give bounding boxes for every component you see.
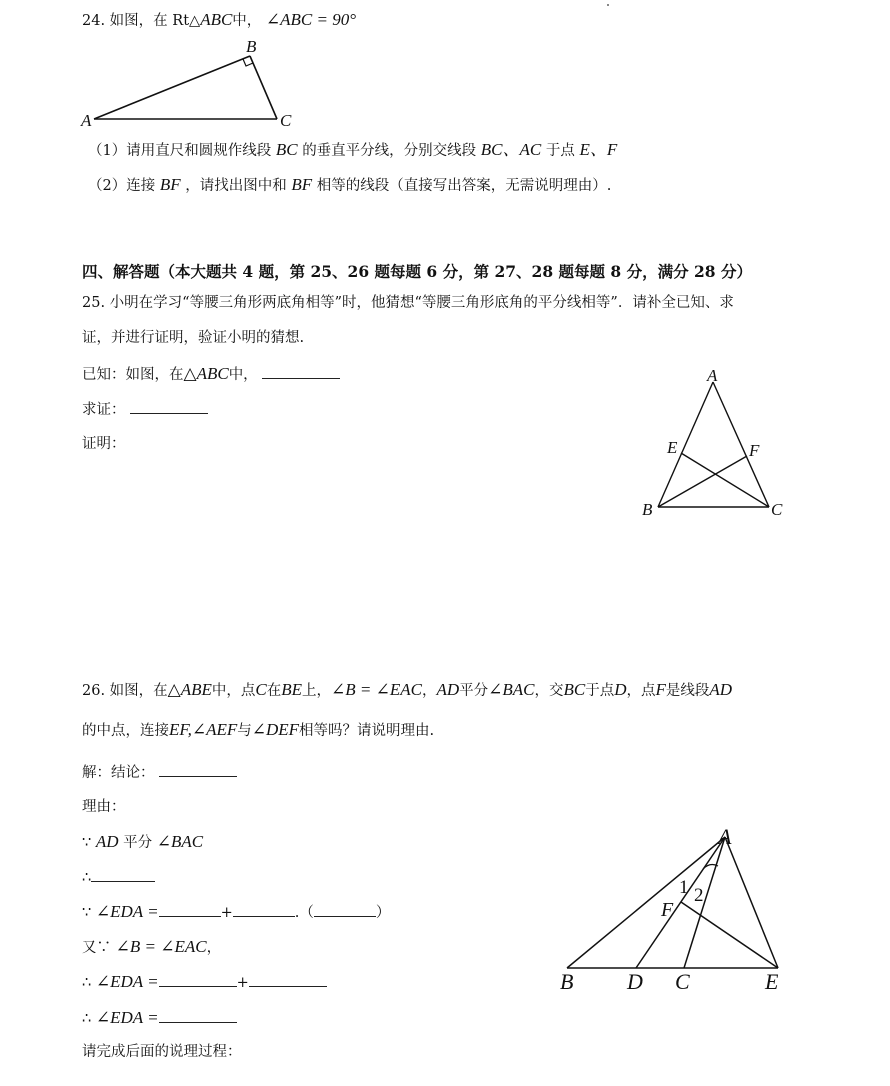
q26-l2-c: 相等吗？请说明理由.: [299, 723, 435, 739]
rt-label: Rt: [172, 13, 190, 29]
q26-l1-bac: ∠BAC: [488, 680, 535, 699]
because-symbol: ∵: [82, 835, 92, 851]
q24-part1-text-d: 于点: [545, 143, 575, 159]
q26-l1-e: 上，: [302, 683, 332, 699]
q24-part1-text-b: 的垂直平分线，分别交线段: [302, 143, 477, 159]
angle-label-1: 1: [679, 877, 689, 898]
q26-l1-b: 中，点: [211, 683, 256, 699]
therefore-symbol: ∴: [82, 870, 92, 886]
label-b: B: [560, 969, 574, 994]
q24-part1-points: E、F: [579, 140, 618, 159]
q26-line1: [82, 680, 732, 701]
q24-statement: [82, 10, 356, 31]
q25-line2: 证，并进行证明，验证小明的猜想.: [82, 330, 305, 346]
figure-q25-isosceles-triangle: [636, 362, 796, 522]
q24-part2-bf: BF: [159, 175, 181, 194]
q24-intro: 如图，在: [109, 13, 168, 29]
q26-l1-ad2: AD: [709, 680, 733, 699]
label-b: B: [246, 37, 257, 56]
step1-text: 平分: [123, 835, 153, 851]
q26-l2-def: ∠DEF: [251, 720, 300, 739]
segment-ad: [636, 837, 725, 968]
step3-blank-1[interactable]: [159, 902, 221, 917]
step3-paren-open: .（: [294, 905, 314, 921]
side-ab: [94, 56, 250, 119]
label-e: E: [667, 438, 678, 457]
bisector-ce: [681, 453, 769, 507]
because-symbol: ∵: [82, 905, 92, 921]
q25-prove: [82, 399, 208, 420]
q26-final-instruction: 请完成后面的说理过程：: [82, 1044, 242, 1060]
step3-paren-close: ）: [375, 905, 391, 921]
label-e: E: [765, 969, 779, 994]
step3-eda: ∠EDA =: [95, 902, 159, 921]
q26-l1-c: C: [255, 680, 267, 699]
step-4: [82, 937, 221, 958]
label-f: F: [749, 441, 760, 460]
segment-ac: [684, 837, 725, 968]
section-heading: 四、解答题（本大题共 4 题，第 25、26 题每题 6 分，第 27、28 题每题 8 分，满分 28 分）: [82, 262, 752, 281]
q24-part1-text-a: （1）请用直尺和圆规作线段: [88, 143, 272, 159]
step1-bac: ∠BAC: [156, 832, 204, 851]
q26-line2: [82, 720, 434, 741]
step5-plus: +: [236, 975, 249, 991]
prove-blank[interactable]: [130, 399, 208, 414]
triangle-symbol: △: [189, 13, 201, 29]
q26-l1-angle: ∠B = ∠EAC: [331, 680, 422, 699]
step3-plus: +: [220, 905, 233, 921]
q26-l1-bc: BC: [563, 680, 586, 699]
q26-l1-k: 是线段: [665, 683, 710, 699]
q24-part2: [88, 175, 611, 196]
q25-proof: 证明：: [82, 436, 126, 452]
q26-l1-ff: F: [655, 680, 666, 699]
step3-reason-blank[interactable]: [314, 902, 376, 917]
step4-comma: ，: [206, 940, 222, 956]
q24-part2-text-b: ，请找出图中和: [185, 178, 287, 194]
step4-expr: ∠B = ∠EAC: [115, 937, 207, 956]
scan-dot: [607, 4, 609, 6]
label-f: F: [661, 899, 674, 921]
figure-q26-triangle-abe: [555, 822, 795, 1002]
step3-blank-2[interactable]: [233, 902, 295, 917]
q24-part1-segments: BC、AC: [480, 140, 542, 159]
triangle-name: ABC: [200, 10, 233, 29]
q25-known-triangle: △ABC: [183, 364, 229, 383]
q25-prove-label: 求证：: [82, 402, 126, 418]
q25-known-mid: 中，: [228, 367, 258, 383]
conclusion-blank[interactable]: [159, 762, 237, 777]
step-3: [82, 902, 390, 923]
q26-l2-b: 与: [237, 723, 252, 739]
step-2: [82, 867, 155, 888]
segment-ef: [681, 902, 778, 968]
label-a: A: [707, 366, 718, 385]
label-a: A: [718, 824, 732, 849]
step-1: [82, 832, 203, 853]
q26-l1-i: 于点: [585, 683, 615, 699]
q26-reason: 理由：: [82, 799, 126, 815]
q26-l1-g: 平分: [459, 683, 489, 699]
q26-l2-ef: EF,∠AEF: [169, 720, 238, 739]
q26-l1-triangle: △ABE: [167, 680, 212, 699]
bisector-bf: [658, 456, 747, 507]
step2-blank[interactable]: [91, 867, 155, 882]
step-6: [82, 1008, 237, 1029]
q25-line1: 25. 小明在学习“等腰三角形两底角相等”时，他猜想“等腰三角形底角的平分线相等”．请补全已知、求: [82, 295, 734, 311]
side-bc: [250, 56, 277, 119]
step4-prefix: 又∵: [82, 940, 111, 956]
q26-solution: [82, 762, 237, 783]
step5-blank-1[interactable]: [159, 972, 237, 987]
step5-eda: ∠EDA =: [95, 972, 159, 991]
figure-q24-right-triangle: [76, 36, 306, 136]
q24-number: 24.: [82, 13, 106, 29]
angle-label-2: 2: [694, 885, 704, 906]
label-c: C: [280, 111, 292, 130]
q26-l1-d: 在: [266, 683, 282, 699]
q26-l2-a: 的中点，连接: [82, 723, 169, 739]
q26-l1-a: 26. 如图，在: [82, 683, 168, 699]
q26-l1-be: BE: [281, 680, 303, 699]
q25-known-label: 已知：如图，在: [82, 367, 184, 383]
known-blank[interactable]: [262, 364, 340, 379]
q26-l1-f: ，: [421, 683, 437, 699]
q24-part2-text-c: 相等的线段（直接写出答案，无需说明理由）.: [316, 178, 612, 194]
angle-condition: ∠ABC = 90°: [265, 10, 357, 29]
label-a: A: [81, 111, 92, 130]
step5-blank-2[interactable]: [249, 972, 327, 987]
q24-mid: 中，: [232, 13, 262, 29]
step1-ad: AD: [95, 832, 119, 851]
q26-l1-ad: AD: [436, 680, 460, 699]
q24-part1: [88, 140, 617, 161]
q26-l1-dd: D: [614, 680, 627, 699]
q26-sol-label: 解：结论：: [82, 765, 155, 781]
label-c: C: [771, 500, 783, 519]
step6-eda: ∠EDA =: [95, 1008, 159, 1027]
q26-l1-j: ，点: [626, 683, 656, 699]
q24-part2-text-a: （2）连接: [88, 178, 156, 194]
step6-blank[interactable]: [159, 1008, 237, 1023]
label-d: D: [627, 969, 643, 994]
q25-known: [82, 364, 340, 385]
therefore-symbol: ∴: [82, 975, 92, 991]
label-b: B: [642, 500, 653, 519]
label-c: C: [675, 969, 690, 994]
q26-l1-h: ，交: [534, 683, 564, 699]
segment-ae: [725, 837, 778, 968]
q24-part2-bf2: BF: [291, 175, 313, 194]
step-5: [82, 972, 327, 993]
side-ac: [713, 382, 769, 507]
therefore-symbol: ∴: [82, 1011, 92, 1027]
q24-part1-bc: BC: [275, 140, 298, 159]
